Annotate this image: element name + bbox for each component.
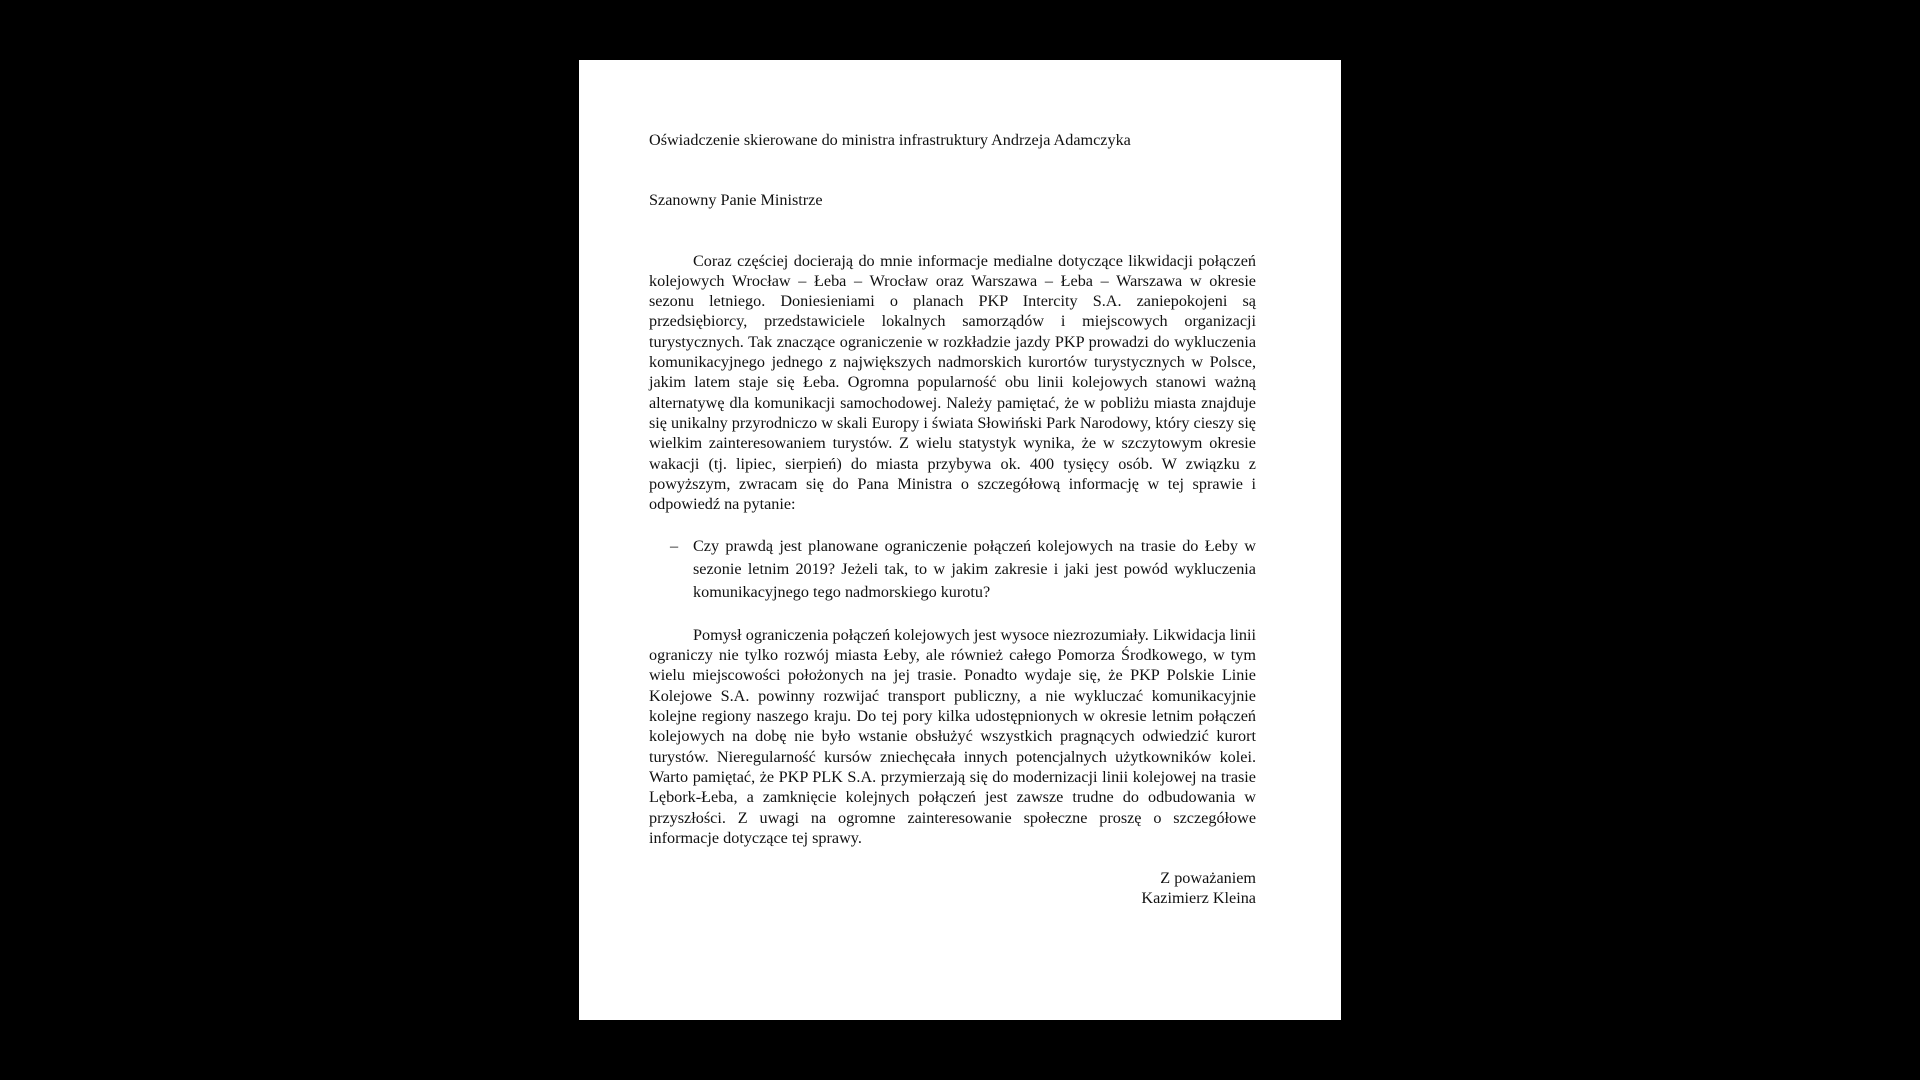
closing-phrase: Z poważaniem [1160, 869, 1256, 888]
question-list [649, 535, 1256, 603]
salutation: Szanowny Panie Ministrze [649, 191, 823, 210]
list-dash-marker: – [670, 537, 679, 556]
document-heading: Oświadczenie skierowane do ministra infrastruktury Andrzeja Adamczyka [649, 131, 1131, 149]
question-item [649, 535, 1256, 603]
closing-block [649, 868, 1256, 909]
signature: Kazimierz Kleina [1141, 889, 1256, 908]
body-paragraph-1: Coraz częściej docierają do mnie informacje medialne dotyczące likwidacji połączeń kolejowych Wrocław – Łeba – Wrocław oraz Warszawa – Łeba – Warszawa w okresie sezonu letniego. Doniesieniami o planach PKP Intercity S.A. zaniepokojeni są przedsiębiorcy, przedstawiciele lokalnych samorządów i miejscowych organizacji turystycznych. Tak znaczące ograniczenie w rozkładzie jazdy PKP prowadzi do wykluczenia komunikacyjnego jednego z największych nadmorskich kurortów turystycznych w Polsce, jakim latem staje się Łeba. Ogromna popularność obu linii kolejowych stanowi ważną alternatywę dla komunikacji samochodowej. Należy pamiętać, że w pobliżu miasta znajduje się unikalny przyrodniczo w skali Europy i świata Słowiński Park Narodowy, który cieszy się wielkim zainteresowaniem turystów. Z wielu statystyk wynika, że w szczytowym okresie wakacji (tj. lipiec, sierpień) do miasta przybywa ok. 400 tysięcy osób. W związku z powyższym, zwracam się do Pana Ministra o szczegółową informację w tej sprawie i odpowiedź na pytanie: [649, 251, 1256, 514]
question-text: Czy prawdą jest planowane ograniczenie połączeń kolejowych na trasie do Łeby w sezonie letnim 2019? Jeżeli tak, to w jakim zakresie i jaki jest powód wykluczenia komunikacyjnego tego nadmorskiego kurotu? [693, 537, 1256, 602]
document-page [579, 60, 1341, 1020]
body-paragraph-2: Pomysł ograniczenia połączeń kolejowych jest wysoce niezrozumiały. Likwidacja linii ograniczy nie tylko rozwój miasta Łeby, ale również całego Pomorza Środkowego, w tym wielu miejscowości położonych na jej trasie. Ponadto wydaje się, że PKP Polskie Linie Kolejowe S.A. powinny rozwijać transport publiczny, a nie wykluczać komunikacyjnie kolejne regiony naszego kraju. Do tej pory kilka udostępnionych w okresie letnim połączeń kolejowych na dobę nie było wstanie obsłużyć wszystkich pragnących odwiedzić kurort turystów. Nieregularność kursów zniechęcała innych potencjalnych użytkowników kolei. Warto pamiętać, że PKP PLK S.A. przymierzają się do modernizacji linii kolejowej na trasie Lębork-Łeba, a zamknięcie kolejnych połączeń jest zawsze trudne do odbudowania w przyszłości. Z uwagi na ogromne zainteresowanie społeczne proszę o szczegółowe informacje dotyczące tej sprawy. [649, 625, 1256, 847]
